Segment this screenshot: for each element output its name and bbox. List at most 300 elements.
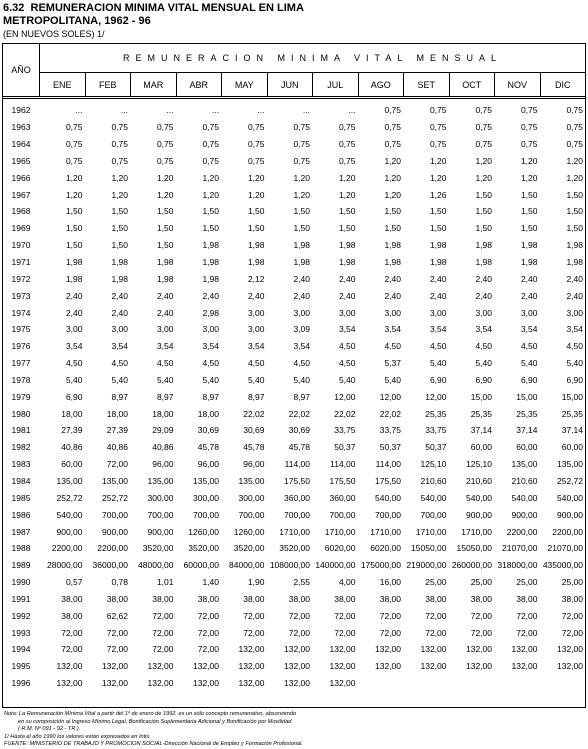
value-cell: 132,00 xyxy=(466,661,492,672)
value-cell: 2200,00 xyxy=(51,543,83,554)
value-cell: 1,20 xyxy=(156,172,174,183)
value-cell: 25,35 xyxy=(425,408,447,419)
value-cell: 33,75 xyxy=(425,425,447,436)
value-cell: 1,98 xyxy=(293,257,310,268)
value-cell: 3,00 xyxy=(338,307,356,318)
value-cell: 1,50 xyxy=(429,206,447,217)
value-cell: 16,00 xyxy=(379,577,401,588)
value-cell: 72,00 xyxy=(470,610,492,621)
value-cell: 5,40 xyxy=(156,374,174,385)
value-cell: 300,00 xyxy=(193,492,219,503)
value-cell: 1,20 xyxy=(429,172,447,183)
header-divider xyxy=(3,96,585,99)
table-row xyxy=(3,203,585,220)
table-row xyxy=(3,439,585,456)
value-cell: 8,97 xyxy=(202,391,219,402)
table-row xyxy=(3,658,585,675)
value-cell: 15,00 xyxy=(470,391,492,402)
year-cell: 1962 xyxy=(11,105,31,116)
value-cell: 540,00 xyxy=(375,492,401,503)
value-cell: 4,50 xyxy=(65,358,83,369)
value-cell: 4,50 xyxy=(202,358,219,369)
value-cell: 1,50 xyxy=(156,240,174,251)
value-cell: 1,50 xyxy=(429,223,447,234)
value-cell: 132,00 xyxy=(329,678,356,689)
year-cell: 1988 xyxy=(11,543,31,554)
value-cell: 1710,00 xyxy=(461,526,492,537)
value-cell: 72,00 xyxy=(516,627,538,638)
value-cell: 0,75 xyxy=(65,122,83,133)
value-cell: 1,98 xyxy=(247,240,265,251)
value-cell: 72,00 xyxy=(379,627,401,638)
value-cell: 1,50 xyxy=(111,206,128,217)
table-row xyxy=(3,607,585,624)
value-cell: 0,75 xyxy=(520,122,538,133)
value-cell: 132,00 xyxy=(420,661,447,672)
value-cell: 1,20 xyxy=(520,155,538,166)
value-cell: 45,78 xyxy=(197,442,219,453)
value-cell: 219000,00 xyxy=(406,560,447,571)
value-cell: 18,00 xyxy=(197,408,219,419)
value-cell: 0,75 xyxy=(566,105,583,116)
value-cell: 21070,00 xyxy=(502,543,538,554)
value-cell: 5,40 xyxy=(429,358,447,369)
value-cell: 6,90 xyxy=(520,374,538,385)
value-cell: 1,98 xyxy=(566,240,583,251)
value-cell: 1,98 xyxy=(202,257,219,268)
table-row xyxy=(3,372,585,389)
value-cell: 12,00 xyxy=(425,391,447,402)
value-cell: ... xyxy=(75,105,83,116)
value-cell: 4,50 xyxy=(247,358,265,369)
value-cell: 132,00 xyxy=(238,661,265,672)
value-cell: 1,98 xyxy=(520,240,538,251)
value-cell: 1,98 xyxy=(520,257,538,268)
value-cell: 132,00 xyxy=(284,678,310,689)
year-cell: 1968 xyxy=(11,206,31,217)
value-cell: 1260,00 xyxy=(188,526,219,537)
value-cell: 27,39 xyxy=(106,425,128,436)
value-cell: 1,98 xyxy=(156,257,174,268)
value-cell: 1,98 xyxy=(111,273,128,284)
value-cell: 2,40 xyxy=(429,273,447,284)
value-cell: 45,78 xyxy=(243,442,265,453)
value-cell: 25,00 xyxy=(516,577,538,588)
value-cell: 3520,00 xyxy=(188,543,219,554)
value-cell: 3,54 xyxy=(338,324,356,335)
value-cell: 210,60 xyxy=(511,475,538,486)
value-cell: 2,40 xyxy=(111,290,128,301)
value-cell: 36000,00 xyxy=(92,560,128,571)
value-cell: 0,75 xyxy=(520,105,538,116)
month-header-row xyxy=(40,73,585,96)
table-row xyxy=(3,506,585,523)
value-cell: 3,09 xyxy=(293,324,310,335)
value-cell: 1,20 xyxy=(520,172,538,183)
value-cell: 6,90 xyxy=(429,374,447,385)
value-cell: 132,00 xyxy=(238,644,265,655)
value-cell: 700,00 xyxy=(284,509,310,520)
value-cell: 48000,00 xyxy=(138,560,174,571)
value-cell: ... xyxy=(348,105,356,116)
value-cell: 1,20 xyxy=(65,189,83,200)
year-cell: 1974 xyxy=(11,307,31,318)
year-cell: 1964 xyxy=(11,139,31,150)
value-cell: 1,98 xyxy=(338,257,356,268)
value-cell: 6,90 xyxy=(475,374,492,385)
value-cell: 3,00 xyxy=(520,307,538,318)
value-cell: 1,20 xyxy=(384,189,401,200)
value-cell: 72,00 xyxy=(334,610,356,621)
value-cell: 38,00 xyxy=(243,593,265,604)
value-cell: 1,20 xyxy=(202,172,219,183)
value-cell: 2200,00 xyxy=(97,543,128,554)
value-cell: 1,98 xyxy=(293,240,310,251)
year-cell: 1971 xyxy=(11,257,31,268)
value-cell: 1,50 xyxy=(247,206,265,217)
value-cell: 0,75 xyxy=(475,122,492,133)
value-cell: 22,02 xyxy=(379,408,401,419)
value-cell: 1,20 xyxy=(247,172,265,183)
value-cell: 132,00 xyxy=(147,678,174,689)
value-cell: 0,75 xyxy=(475,105,492,116)
value-cell: 30,69 xyxy=(288,425,310,436)
value-cell: 0,75 xyxy=(384,105,401,116)
year-cell: 1966 xyxy=(11,172,31,183)
value-cell: 8,97 xyxy=(156,391,174,402)
value-cell: 27,39 xyxy=(61,425,83,436)
value-cell: 2,40 xyxy=(384,273,401,284)
value-cell: 6,90 xyxy=(65,391,83,402)
value-cell: 900,00 xyxy=(557,509,583,520)
value-cell: 0,75 xyxy=(111,122,128,133)
value-cell: 1,98 xyxy=(475,240,492,251)
value-cell: 5,40 xyxy=(293,374,310,385)
value-cell: 25,00 xyxy=(425,577,447,588)
value-cell: 3,00 xyxy=(475,307,492,318)
value-cell: 38,00 xyxy=(106,593,128,604)
value-cell: 3,00 xyxy=(293,307,310,318)
value-cell: 50,37 xyxy=(379,442,401,453)
value-cell: 1,50 xyxy=(566,206,583,217)
value-cell: 0,75 xyxy=(156,122,174,133)
footnote-3: ( R.M. Nº 091 - 92 - TR ). xyxy=(18,726,81,733)
value-cell: 135,00 xyxy=(557,459,583,470)
units-subtitle: (EN NUEVOS SOLES) 1/ xyxy=(3,29,105,39)
value-cell: 1,50 xyxy=(111,240,128,251)
month-header: MAY xyxy=(221,73,267,96)
value-cell: 3,00 xyxy=(247,324,265,335)
value-cell: 114,00 xyxy=(375,459,401,470)
table-row xyxy=(3,540,585,557)
year-cell: 1981 xyxy=(11,425,31,436)
value-cell: 12,00 xyxy=(334,391,356,402)
value-cell: 1,20 xyxy=(384,172,401,183)
value-cell: 108000,00 xyxy=(269,560,310,571)
table-row xyxy=(3,254,585,271)
value-cell: 30,69 xyxy=(243,425,265,436)
value-cell: 25,35 xyxy=(561,408,583,419)
value-cell: 3,54 xyxy=(429,324,447,335)
value-cell: 1,98 xyxy=(65,257,83,268)
value-cell: 60000,00 xyxy=(183,560,219,571)
value-cell: 1,20 xyxy=(338,172,356,183)
value-cell: 1,20 xyxy=(429,155,447,166)
value-cell: 4,50 xyxy=(338,358,356,369)
table-row xyxy=(3,624,585,641)
table-row xyxy=(3,270,585,287)
value-cell: 132,00 xyxy=(193,661,219,672)
value-cell: 2,40 xyxy=(338,290,356,301)
value-cell: 175,50 xyxy=(284,475,310,486)
table-row xyxy=(3,102,585,119)
year-cell: 1983 xyxy=(11,459,31,470)
value-cell: 25,35 xyxy=(516,408,538,419)
table-row xyxy=(3,119,585,136)
value-cell: 900,00 xyxy=(147,526,174,537)
value-cell: 2,40 xyxy=(247,290,265,301)
value-cell: 540,00 xyxy=(557,492,583,503)
value-cell: 37,14 xyxy=(516,425,538,436)
value-cell: 15,00 xyxy=(516,391,538,402)
value-cell: 3520,00 xyxy=(142,543,174,554)
value-cell: 72,00 xyxy=(152,644,174,655)
value-cell: 5,37 xyxy=(384,358,401,369)
value-cell: 3,54 xyxy=(475,324,492,335)
value-cell: 5,40 xyxy=(202,374,219,385)
footnote-2: en su composición al Ingreso Mínimo Legal, Bonificación Suplementaria Adicional y Bonificación por Movilidad. xyxy=(18,718,293,725)
value-cell: 1260,00 xyxy=(233,526,265,537)
value-cell: 72,00 xyxy=(288,627,310,638)
value-cell: 0,75 xyxy=(475,139,492,150)
value-cell: 132,00 xyxy=(193,678,219,689)
value-cell: 38,00 xyxy=(334,593,356,604)
value-cell: 1,98 xyxy=(384,240,401,251)
year-cell: 1984 xyxy=(11,475,31,486)
value-cell: 3,00 xyxy=(429,307,447,318)
month-header: DIC xyxy=(540,73,586,96)
month-header: SET xyxy=(403,73,449,96)
value-cell: 0,75 xyxy=(429,139,447,150)
year-cell: 1993 xyxy=(11,627,31,638)
value-cell: 22,02 xyxy=(243,408,265,419)
value-cell: 2,40 xyxy=(475,290,492,301)
value-cell: 72,00 xyxy=(516,610,538,621)
value-cell: 5,40 xyxy=(475,358,492,369)
year-cell: 1986 xyxy=(11,509,31,520)
value-cell: 3,54 xyxy=(520,324,538,335)
value-cell: 435000,00 xyxy=(542,560,583,571)
value-cell: 135,00 xyxy=(56,475,83,486)
value-cell: ... xyxy=(302,105,310,116)
value-cell: 2,40 xyxy=(566,273,583,284)
value-cell: 25,00 xyxy=(561,577,583,588)
value-cell: ... xyxy=(166,105,174,116)
table-row xyxy=(3,523,585,540)
value-cell: 1,98 xyxy=(65,273,83,284)
value-cell: 38,00 xyxy=(152,593,174,604)
value-cell: 2,40 xyxy=(384,290,401,301)
value-cell: 40,86 xyxy=(106,442,128,453)
value-cell: 3,54 xyxy=(65,341,83,352)
value-cell: 700,00 xyxy=(147,509,174,520)
table-row xyxy=(3,186,585,203)
value-cell: 1,98 xyxy=(247,257,265,268)
value-cell: 6,90 xyxy=(566,374,583,385)
table-row xyxy=(3,574,585,591)
value-cell: 2,40 xyxy=(566,290,583,301)
value-cell: ... xyxy=(211,105,219,116)
value-cell: 38,00 xyxy=(288,593,310,604)
value-cell: 12,00 xyxy=(379,391,401,402)
value-cell: 135,00 xyxy=(238,475,265,486)
value-cell: 72,00 xyxy=(197,610,219,621)
value-cell: 1710,00 xyxy=(370,526,401,537)
table-row xyxy=(3,489,585,506)
value-cell: 3,00 xyxy=(566,307,583,318)
year-cell: 1980 xyxy=(11,408,31,419)
value-cell: 72,00 xyxy=(152,610,174,621)
value-cell: 38,00 xyxy=(197,593,219,604)
value-cell: 1,20 xyxy=(293,189,310,200)
value-cell: 3,00 xyxy=(65,324,83,335)
value-cell: 62,62 xyxy=(106,610,128,621)
value-cell: 5,40 xyxy=(566,358,583,369)
value-cell: 4,50 xyxy=(520,341,538,352)
value-cell: 360,00 xyxy=(329,492,356,503)
value-cell: 2,40 xyxy=(338,273,356,284)
value-cell: 1710,00 xyxy=(279,526,310,537)
value-cell: 60,00 xyxy=(561,442,583,453)
value-cell: 8,97 xyxy=(111,391,128,402)
table-row xyxy=(3,456,585,473)
value-cell: 72,00 xyxy=(197,644,219,655)
value-cell: 1,50 xyxy=(520,223,538,234)
value-cell: 37,14 xyxy=(470,425,492,436)
value-cell: 132,00 xyxy=(56,678,83,689)
value-cell: 0,75 xyxy=(429,105,447,116)
value-cell xyxy=(403,678,449,688)
value-cell: 15050,00 xyxy=(456,543,492,554)
value-cell: 252,72 xyxy=(102,492,128,503)
value-cell: 6020,00 xyxy=(370,543,401,554)
value-cell: 72,00 xyxy=(561,610,583,621)
value-cell: 1,98 xyxy=(202,273,219,284)
value-cell: 38,00 xyxy=(516,593,538,604)
value-cell: 40,86 xyxy=(61,442,83,453)
value-cell: 1,98 xyxy=(338,240,356,251)
value-cell: 0,75 xyxy=(293,155,310,166)
table-body xyxy=(3,102,585,692)
month-header: JUL xyxy=(312,73,358,96)
value-cell: 21070,00 xyxy=(547,543,583,554)
value-cell: 3,54 xyxy=(111,341,128,352)
table-row xyxy=(3,220,585,237)
value-cell: 2,40 xyxy=(156,290,174,301)
value-cell: 1,90 xyxy=(247,577,265,588)
value-cell: 60,00 xyxy=(470,442,492,453)
value-cell: 1,20 xyxy=(566,172,583,183)
value-cell: 175000,00 xyxy=(360,560,401,571)
value-cell: 0,75 xyxy=(566,122,583,133)
document-title-line1: 6.32 REMUNERACION MINIMA VITAL MENSUAL EN LIMA xyxy=(3,2,304,14)
value-cell: 900,00 xyxy=(56,526,83,537)
value-cell: 1,50 xyxy=(293,206,310,217)
value-cell: 72,00 xyxy=(106,644,128,655)
value-cell: 210,60 xyxy=(466,475,492,486)
value-cell: 1,20 xyxy=(475,172,492,183)
value-cell: 0,75 xyxy=(338,155,356,166)
table-row xyxy=(3,675,585,692)
month-header: OCT xyxy=(449,73,495,96)
value-cell: 900,00 xyxy=(466,509,492,520)
value-cell: 900,00 xyxy=(102,526,128,537)
value-cell: 700,00 xyxy=(375,509,401,520)
year-cell: 1991 xyxy=(11,593,31,604)
value-cell: 3,54 xyxy=(247,341,265,352)
value-cell: 0,75 xyxy=(111,139,128,150)
value-cell: 0,75 xyxy=(293,139,310,150)
value-cell: 72,00 xyxy=(106,459,128,470)
year-cell: 1990 xyxy=(11,577,31,588)
value-cell: 2,40 xyxy=(293,273,310,284)
year-column-header: AÑO xyxy=(3,44,40,96)
value-cell: 540,00 xyxy=(56,509,83,520)
value-cell: 3,54 xyxy=(156,341,174,352)
value-cell: 0,75 xyxy=(384,139,401,150)
value-cell: 132,00 xyxy=(102,678,128,689)
month-header: NOV xyxy=(494,73,540,96)
year-cell: 1977 xyxy=(11,358,31,369)
value-cell: 132,00 xyxy=(375,661,401,672)
value-cell: 1,50 xyxy=(247,223,265,234)
value-cell: 4,50 xyxy=(384,341,401,352)
value-cell: 2,40 xyxy=(520,273,538,284)
value-cell: 1,50 xyxy=(566,223,583,234)
value-cell: 1,50 xyxy=(111,223,128,234)
value-cell: 1,50 xyxy=(156,206,174,217)
footnote-4: 1/ Hasta el año 1990 los valores están expresados en Intis. xyxy=(4,733,151,740)
value-cell: 1,20 xyxy=(247,189,265,200)
value-cell: 25,00 xyxy=(470,577,492,588)
year-cell: 1992 xyxy=(11,610,31,621)
year-cell: 1972 xyxy=(11,273,31,284)
value-cell: 3,00 xyxy=(202,324,219,335)
value-cell: 114,00 xyxy=(284,459,310,470)
value-cell: 0,75 xyxy=(520,139,538,150)
value-cell: 0,75 xyxy=(247,122,265,133)
value-cell: 132,00 xyxy=(238,678,265,689)
value-cell: ... xyxy=(257,105,265,116)
value-cell: 252,72 xyxy=(557,475,583,486)
value-cell: 0,75 xyxy=(202,139,219,150)
value-cell: 29,09 xyxy=(152,425,174,436)
value-cell: 175,50 xyxy=(375,475,401,486)
month-header: MAR xyxy=(130,73,176,96)
value-cell: 22,02 xyxy=(334,408,356,419)
value-cell: 252,72 xyxy=(56,492,83,503)
table-band-header: REMUNERACION MINIMA VITAL MENSUAL xyxy=(40,44,585,73)
value-cell: 38,00 xyxy=(61,610,83,621)
document-title-line2: METROPOLITANA, 1962 - 96 xyxy=(3,15,151,27)
value-cell xyxy=(449,678,495,688)
value-cell: 3,54 xyxy=(293,341,310,352)
value-cell: 1,98 xyxy=(384,257,401,268)
value-cell: 1,98 xyxy=(566,257,583,268)
year-cell: 1994 xyxy=(11,644,31,655)
value-cell: 72,00 xyxy=(470,627,492,638)
value-cell: 45,78 xyxy=(288,442,310,453)
